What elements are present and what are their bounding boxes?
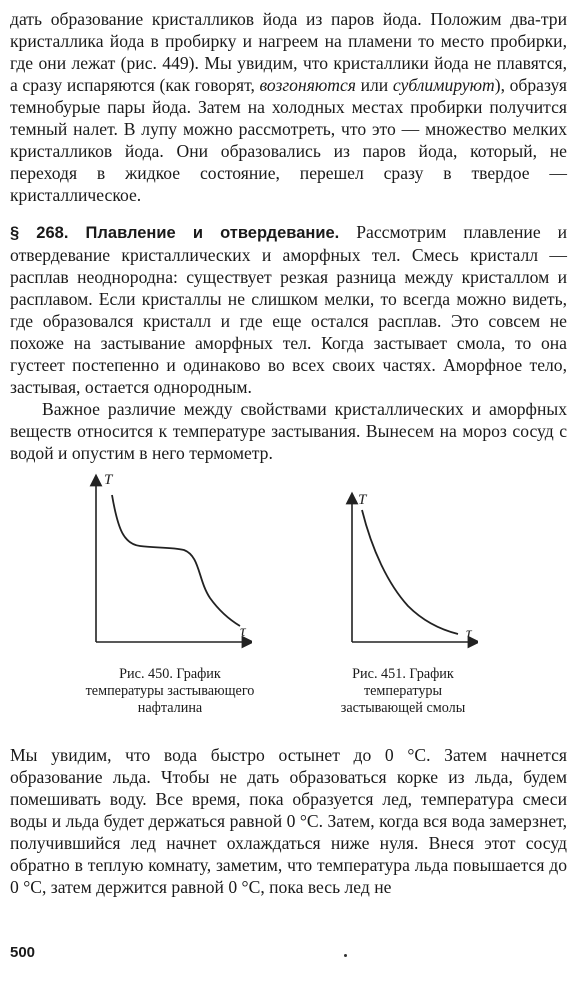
text-run: дать образование кристалликов йода из паров йода. Положим два-три кристаллика йода в пробирку и нагреем на пламени то место пробирки, где они лежат (рис. 449). Мы увидим, что кристаллики йода не плавятся, а сразу испаряются (как говорят, — [10, 9, 567, 95]
paragraph-iodine — [10, 8, 567, 206]
naphthalene-cooling-graph — [82, 470, 252, 650]
axis-label-y: T — [358, 492, 367, 508]
figure-450 — [82, 470, 252, 650]
resin-cooling-graph — [338, 488, 478, 650]
figures-block — [10, 470, 567, 742]
text-run: Рассмотрим плавление и отвердевание кристаллических и аморфных тел. Смесь кристалл — расплав неоднородна: существует резкая разница между кристаллом и расплавом. Если кристаллы не слишком мелки, то всегда можно видеть, где образовался кристалл и где еще остался расплав. Это совсем не похоже на застывание аморфных тел. Когда застывает смола, то она густеет постепенно и одинаково во всех своих частях. Аморфное тело, застывая, остается однородным. — [10, 222, 567, 397]
italic-term: возгоняются — [259, 75, 356, 95]
section-heading: § 268. Плавление и отвердевание. — [10, 224, 340, 242]
text-run: ), образуя темнобурые пары йода. Затем на холодных местах пробирки получится темный налет. В лупу можно рассмотреть, что это — множество мелких кристалликов йода. Они образовались из паров йода, который, не переходя в жидкое состояние, перешел сразу в твердое — кристаллическое. — [10, 75, 567, 205]
axis-label-x: τ — [466, 625, 472, 642]
cooling-curve — [362, 510, 458, 634]
figure-451 — [338, 488, 478, 650]
print-speck — [344, 954, 347, 957]
cooling-curve — [112, 495, 240, 626]
axis-label-y: T — [104, 472, 113, 488]
paragraph-difference: Важное различие между свойствами кристаллических и аморфных веществ относится к температуре застывания. Вынесем на мороз сосуд с водой и опустим в него термометр. — [10, 399, 567, 463]
caption-451: Рис. 451. График температуры застывающей смолы — [340, 666, 466, 716]
axis-label-x: τ — [240, 623, 246, 640]
page-number: 500 — [10, 944, 36, 961]
caption-450: Рис. 450. График температуры застывающего нафталина — [85, 666, 255, 716]
italic-term: сублимируют — [392, 75, 495, 95]
paragraph-section-268 — [10, 221, 567, 398]
paragraph-water-freezing: Мы увидим, что вода быстро остынет до 0 °С. Затем начнется образование льда. Чтобы не дать образоваться корке из льда, будем помешивать воду. Все время, пока образуется лед, температура смеси воды и льда будет держаться равной 0 °С. Затем, когда вся вода замерзнет, получившийся лед начнет охлаждаться ниже нуля. Внеся этот сосуд обратно в теплую комнату, заметим, что температура льда повышается до 0 °С, затем держится равной 0 °С, пока весь лед не — [10, 745, 567, 897]
text-run: или — [355, 75, 393, 95]
page-body — [10, 8, 567, 898]
